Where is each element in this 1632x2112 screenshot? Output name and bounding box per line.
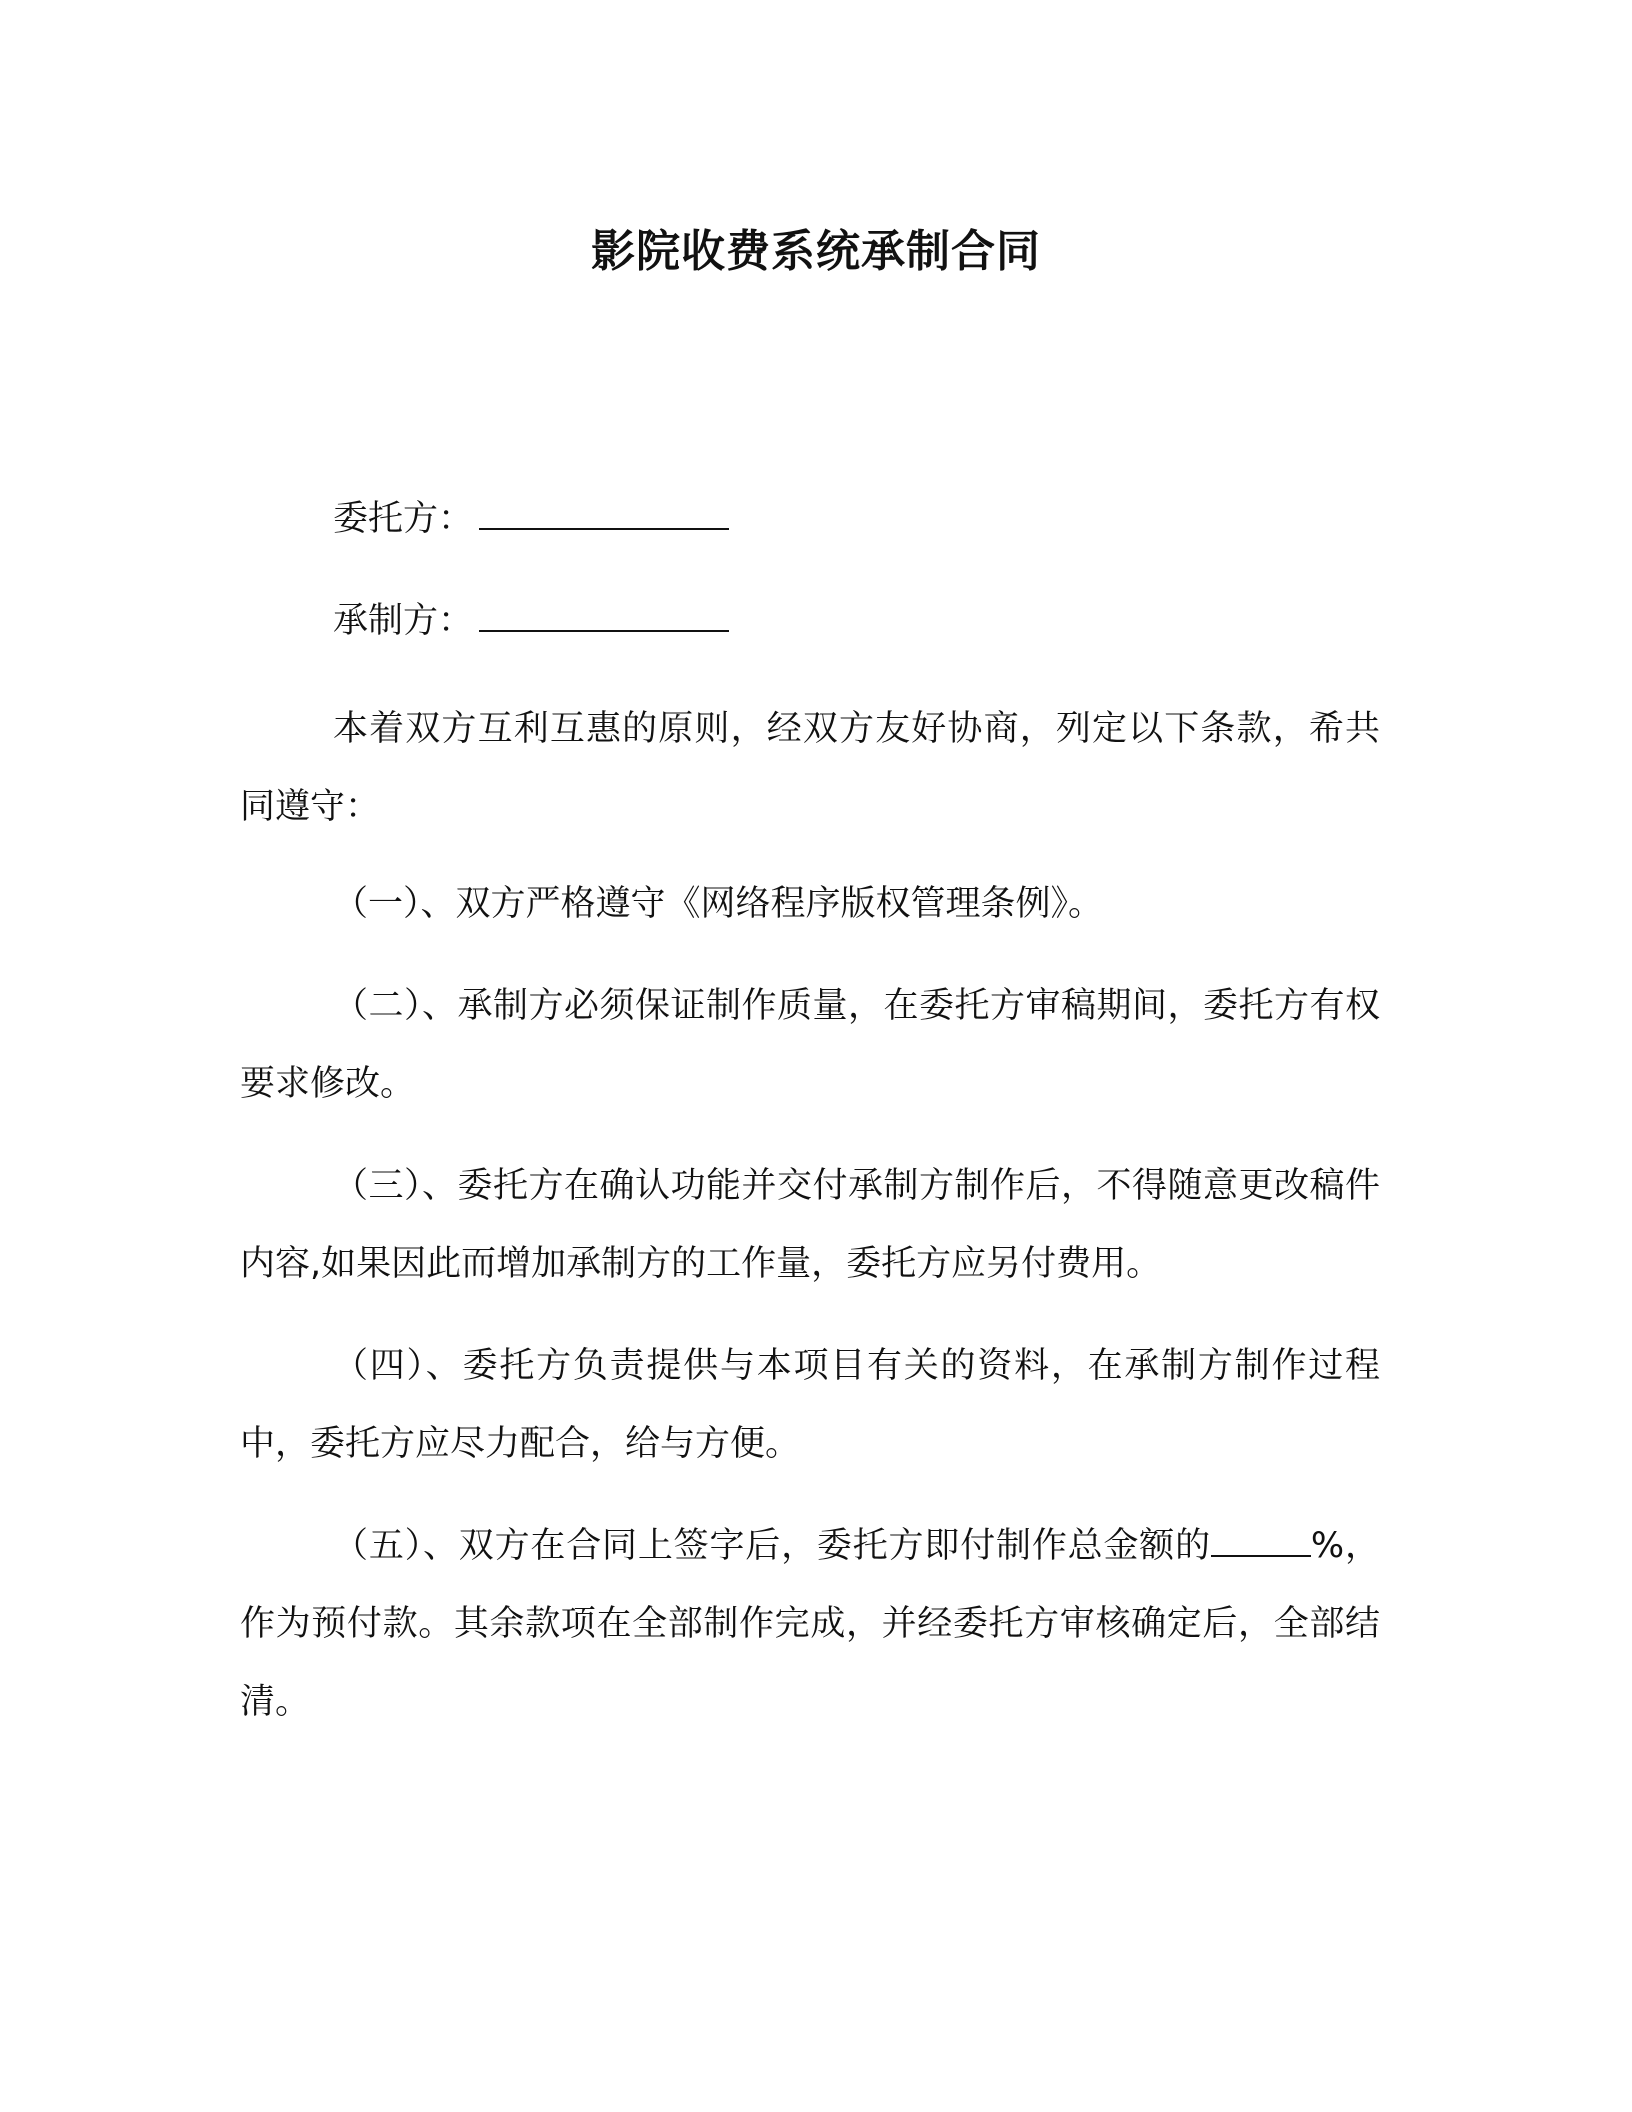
contractor-party-line	[333, 597, 729, 645]
prepayment-percent-blank	[1211, 1525, 1311, 1557]
clause-1: （一）、双方严格遵守《网络程序版权管理条例》。	[333, 884, 1104, 924]
clause-5-text-after: %，作为预付款。其余款项在全部制作完成，并经委托方审核确定后，全部结清。	[240, 1526, 1380, 1722]
intro-paragraph: 本着双方互利互惠的原则，经双方友好协商，列定以下条款，希共同遵守：	[240, 709, 1380, 827]
document-title: 影院收费系统承制合同	[591, 226, 1041, 277]
clause-2: （二）、承制方必须保证制作质量，在委托方审稿期间，委托方有权要求修改。	[240, 986, 1380, 1104]
clause-4: （四）、委托方负责提供与本项目有关的资料，在承制方制作过程中，委托方应尽力配合，给与方便。	[240, 1346, 1380, 1464]
client-party-blank	[479, 498, 729, 530]
clause-3: （三）、委托方在确认功能并交付承制方制作后，不得随意更改稿件内容,如果因此而增加承制方的工作量，委托方应另付费用。	[240, 1166, 1380, 1284]
contractor-party-label: 承制方：	[333, 601, 474, 641]
client-party-label: 委托方：	[333, 499, 474, 539]
clause-5	[240, 1507, 1380, 1741]
client-party-line	[333, 495, 729, 543]
clause-5-text-before: （五）、双方在合同上签字后，委托方即付制作总金额的	[333, 1526, 1211, 1566]
contractor-party-blank	[479, 600, 729, 632]
